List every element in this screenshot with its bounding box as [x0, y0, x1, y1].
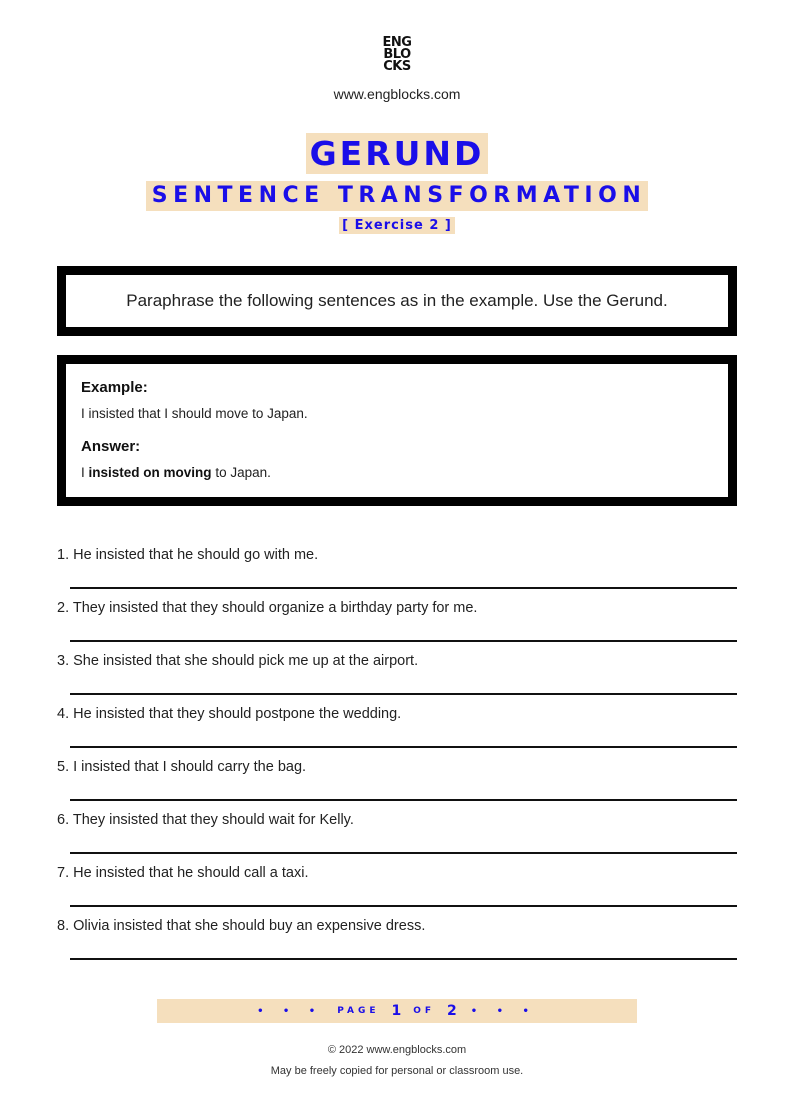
- logo-line-3: CKS: [383, 59, 411, 74]
- answer-prefix: I: [81, 465, 85, 480]
- answer-line-1[interactable]: [70, 587, 737, 589]
- subtitle-wrap: [0, 181, 794, 211]
- exercise-label: [ Exercise 2 ]: [339, 217, 455, 234]
- usage-note: May be freely copied for personal or classroom use.: [270, 1065, 524, 1077]
- title-wrap: [0, 133, 794, 174]
- question-2: 2. They insisted that they should organize a birthday party for me.: [57, 600, 478, 616]
- copyright: © 2022 www.engblocks.com: [327, 1044, 467, 1056]
- question-4: 4. He insisted that they should postpone the wedding.: [57, 706, 402, 722]
- question-7: 7. He insisted that he should call a taxi.: [57, 865, 309, 881]
- answer-bold: insisted on moving: [88, 465, 212, 480]
- answer-text: [81, 464, 728, 482]
- pagination-dots-right: • • •: [470, 1005, 537, 1017]
- exercise-wrap: [0, 216, 794, 234]
- answer-line-8[interactable]: [70, 958, 737, 960]
- question-8: 8. Olivia insisted that she should buy an expensive dress.: [57, 918, 426, 934]
- pagination-bar: [157, 999, 637, 1023]
- question-1: 1. He insisted that he should go with me.: [57, 547, 319, 563]
- example-label: Example:: [81, 379, 148, 396]
- question-3: 3. She insisted that she should pick me up at the airport.: [57, 653, 419, 669]
- page-title: GERUND: [306, 133, 489, 174]
- page-current: 1: [391, 1003, 402, 1019]
- logo-line-2: BLO: [383, 47, 411, 62]
- example-text: I insisted that I should move to Japan.: [81, 406, 308, 421]
- page-subtitle: SENTENCE TRANSFORMATION: [146, 181, 648, 211]
- answer-line-7[interactable]: [70, 905, 737, 907]
- logo-line-1: ENG: [382, 35, 412, 50]
- question-5: 5. I insisted that I should carry the bag.: [57, 759, 307, 775]
- answer-label: Answer:: [81, 438, 141, 455]
- instruction-text: Paraphrase the following sentences as in the example. Use the Gerund.: [126, 291, 668, 310]
- answer-suffix: to Japan.: [215, 465, 271, 480]
- instruction-box: [57, 266, 737, 336]
- engblocks-logo: [0, 37, 794, 73]
- page-label: PAGE: [337, 1006, 380, 1016]
- answer-line-3[interactable]: [70, 693, 737, 695]
- example-box: [57, 355, 737, 506]
- of-label: OF: [413, 1006, 436, 1016]
- pagination-dots-left: • • •: [257, 1005, 324, 1017]
- answer-line-5[interactable]: [70, 799, 737, 801]
- question-6: 6. They insisted that they should wait for Kelly.: [57, 812, 354, 828]
- answer-line-6[interactable]: [70, 852, 737, 854]
- answer-line-2[interactable]: [70, 640, 737, 642]
- page-total: 2: [447, 1003, 457, 1019]
- site-url[interactable]: www.engblocks.com: [333, 86, 461, 102]
- answer-line-4[interactable]: [70, 746, 737, 748]
